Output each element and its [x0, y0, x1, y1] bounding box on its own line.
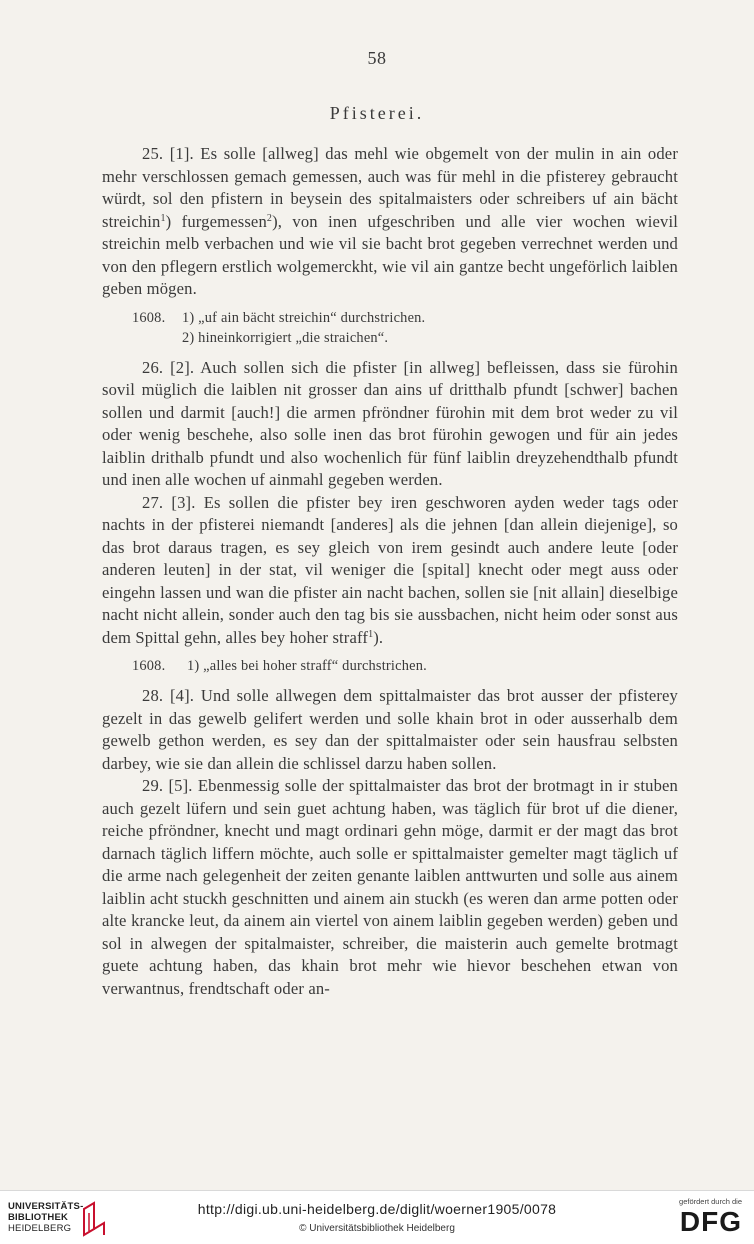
- paragraph-27: 27. [3]. Es sollen die pfister bey iren geschworen ayden weder tags oder nachts in der pfisterei niemandt [anderes] als die jehnen [dan allein diejenige], so das brot daraus tragen, es sey gleich von irem gesindt auch andere leute [oder anderen leuten] in der stat, vil weniger die [spital] knecht oder megt auss oder eingehn lassen und wan die pfister ain nacht bachen, sollen sie [nit allain] dieselbige nacht nicht allein, sonder auch den tag bis sie aussbachen, nicht heim oder sonst aus dem Spittal gehn, alles bey hoher straff$^1$).: [102, 492, 678, 647]
- dfg-caption: gefördert durch die: [679, 1197, 742, 1206]
- footnote-line: 1) „uf ain bächt streichin“ durchstrichen.: [182, 309, 426, 326]
- paragraph-25: 25. [1]. Es solle [allweg] das mehl wie obgemelt von der mulin in ain oder mehr verschlossen gemach gemessen, auch was für mehl in die pfisterey gebraucht würdt, sol den pfistern in beysein des spitalmaisters oder schreibers uf ain bächt streichin$^1$) furgemessen$^2$), von inen ufgeschriben und alle vier wochen wievil streichin melb verbachen und wie vil sie bacht brot gegeben verrechnet werden und von den pflegern erstlich wolgemerckht, wie vil ain gantze becht ungeförlich laiblen geben mögen.: [102, 144, 679, 298]
- paragraph-26: 26. [2]. Auch sollen sich die pfister [in allweg] befleissen, dass sie fürohin sovil müglich die laiblen nit grosser dan ains uf dritthalb pfundt [schwer] bachen sollen und darmit [auch!] die armen pfröndner fürohin mit dem brot weder zu vil oder wenig beschehe, also solle inen das brot fürohin gewogen und für ain jedes laiblin drithalb pfundt und also wochenlich für fünf laiblin dreyzehendthalb pfundt und inen alle wochen uf ainmahl gegeben werden.: [102, 357, 678, 489]
- paragraph-28: 28. [4]. Und solle allwegen dem spittalmaister das brot ausser der pfisterey gezelt in das gewelb gelifert werden und solle khain brot in oder ausserhalb dem gewelb gethon werden, es sey dan der spittalmaister oder sein hausfrau selbsten darbey, wie sie dan allein die schlissel darzu haben sollen.: [102, 686, 678, 773]
- viewer-footer: [0, 1190, 754, 1244]
- text-body: [102, 143, 678, 1000]
- footnote-line: 1) „alles bei hoher straff“ durchstrichen.: [187, 658, 427, 674]
- dfg-logo[interactable]: [662, 1197, 742, 1239]
- copyright-notice: © Universitätsbibliothek Heidelberg: [299, 1223, 455, 1234]
- footnote-year: 1608.: [132, 309, 166, 326]
- section-heading: Pfisterei.: [329, 103, 425, 123]
- footnote-year: 1608.: [132, 658, 166, 674]
- footnote-block-1: [102, 308, 678, 348]
- paragraph-29: 29. [5]. Ebenmessig solle der spittalmaister das brot der brotmagt in ir stuben auch gezelt lüfern und sein guet achtung haben, was täglich für brot uf die diener, reiche pfröndner, knecht und magt ordinari gehn möge, darmit er der magt das brot darnach täglich liffern möchte, auch solle er spittalmaister gemelter magt täglich uf die arme nach gelegenheit der zeiten genante laiblen anttwurten und solle aus ainem laiblin acht stuckh geschnitten und ainem ain stuckh (es weren dan arme potten oder alte krancke leut, da ainem ain viertel von ainem laiblin gegeben werden) geben und sol in alwegen der spitalmaister, schreiber, die maisterin auch gemelte brotmagt guete achtung haben, das khain brot mehr wie hievor beschehen etwan von verwantnus, frendtschaft oder an-: [102, 776, 678, 998]
- permalink-url[interactable]: http://digi.ub.uni-heidelberg.de/diglit/woerner1905/0078: [197, 1201, 557, 1217]
- footnote-line: 2) hineinkorrigiert „die straichen“.: [182, 329, 389, 346]
- footnote-block-2: [102, 656, 678, 676]
- page-number: 58: [367, 48, 387, 68]
- library-name: UNIVERSITÄTS- BIBLIOTHEK HEIDELBERG: [8, 1201, 84, 1234]
- dfg-wordmark: DFG: [679, 1206, 742, 1237]
